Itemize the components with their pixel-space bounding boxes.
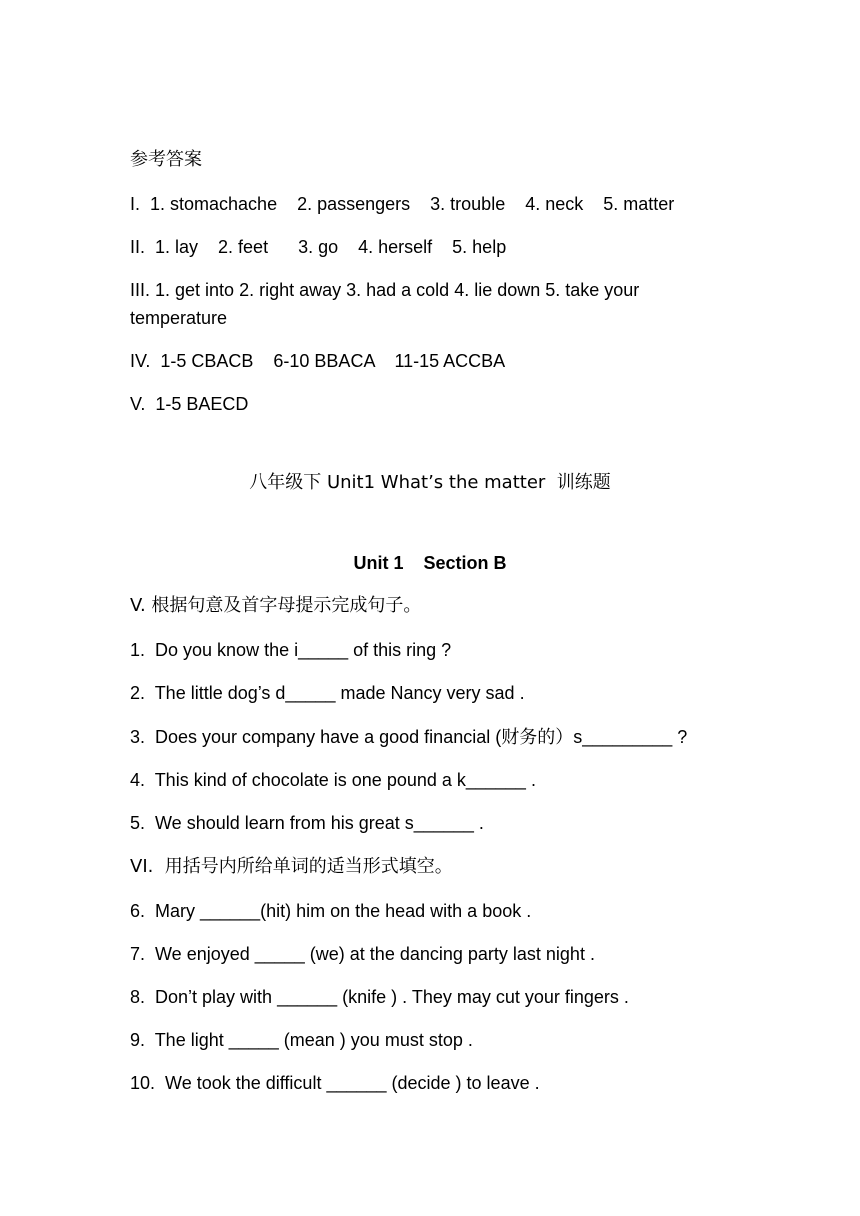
answer-line-1: I. 1. stomachache 2. passengers 3. trouble 4. neck 5. matter: [130, 194, 675, 214]
question-4: 4. This kind of chocolate is one pound a k______ .: [130, 770, 536, 790]
answer-line-3: III. 1. get into 2. right away 3. had a cold 4. lie down 5. take your temperature: [130, 280, 640, 328]
question-8: 8. Don’t play with ______ (knife ) . They may cut your fingers .: [130, 987, 629, 1007]
part-6-instruction: VI. 用括号内所给单词的适当形式填空。: [130, 856, 453, 877]
question-2: 2. The little dog’s d_____ made Nancy very sad .: [130, 683, 525, 703]
answer-line-5: V. 1-5 BAECD: [130, 394, 249, 414]
question-7: 7. We enjoyed _____ (we) at the dancing party last night .: [130, 944, 595, 964]
section-heading: Unit 1 Section B: [353, 553, 507, 573]
answer-key-heading: 参考答案: [130, 149, 202, 170]
question-9: 9. The light _____ (mean ) you must stop .: [130, 1030, 473, 1050]
question-6: 6. Mary ______(hit) him on the head with a book .: [130, 901, 532, 921]
question-10: 10. We took the difficult ______ (decide ) to leave .: [130, 1073, 540, 1093]
answer-line-4: IV. 1-5 CBACB 6-10 BBACA 11-15 ACCBA: [130, 351, 506, 371]
part-5-instruction: V. 根据句意及首字母提示完成句子。: [130, 595, 422, 616]
question-3: 3. Does your company have a good financial (财务的）s_________ ?: [130, 727, 688, 747]
answer-line-2: II. 1. lay 2. feet 3. go 4. herself 5. help: [130, 237, 507, 257]
question-5: 5. We should learn from his great s______ .: [130, 813, 484, 833]
question-1: 1. Do you know the i_____ of this ring ?: [130, 640, 452, 660]
exercise-title: 八年级下 Unit1 What’s the matter 训练题: [249, 472, 611, 493]
